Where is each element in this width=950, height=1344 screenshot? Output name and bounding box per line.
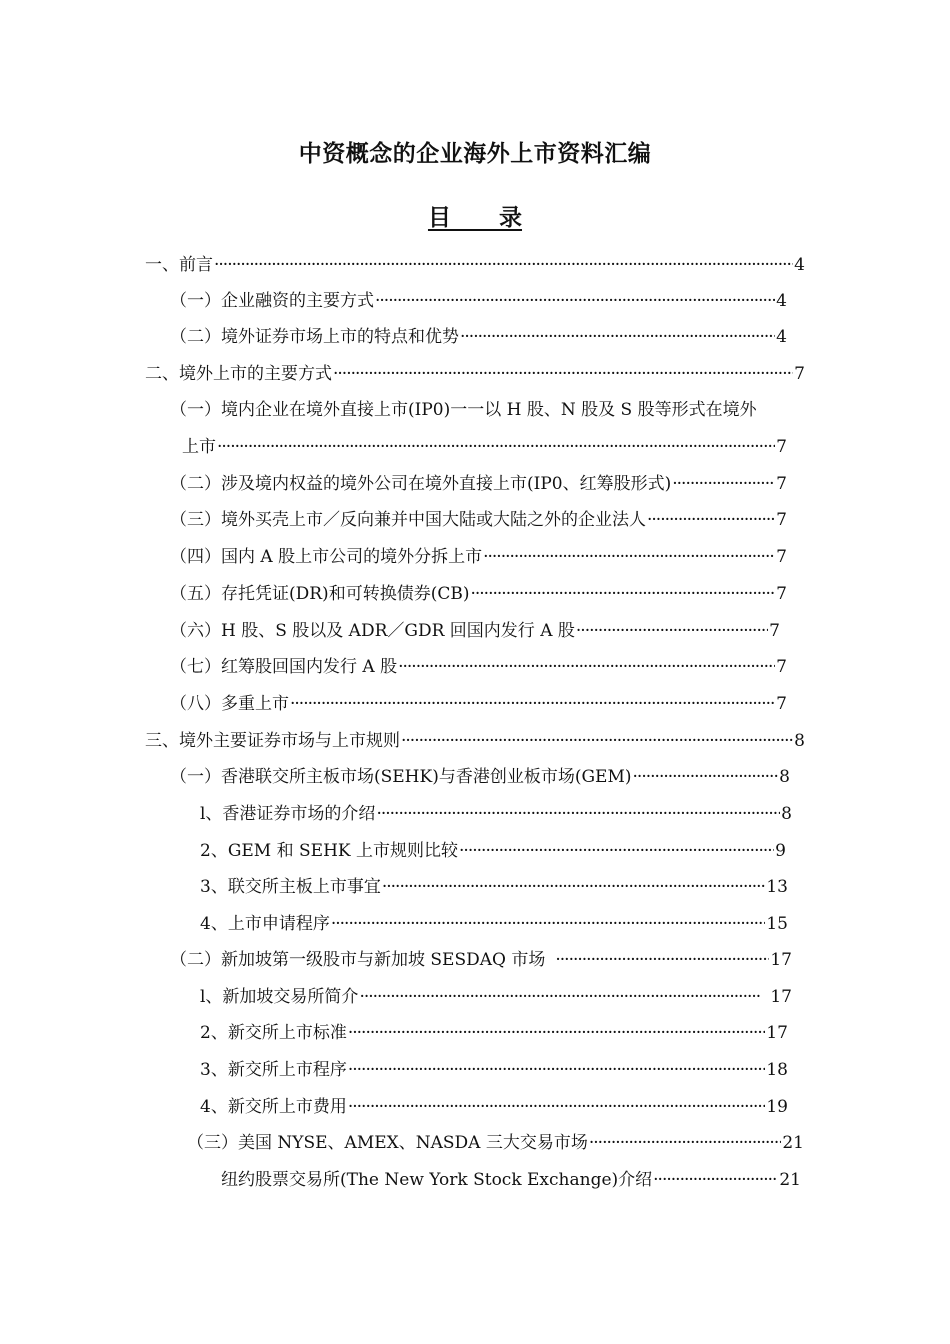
toc-heading [0,199,950,232]
toc-entry[interactable] [170,692,787,716]
toc-leader-dots [576,619,768,643]
toc-entry[interactable] [145,253,805,277]
toc-leader-dots [483,545,775,569]
toc-leader-dots [672,472,775,496]
toc-entry-page: 18 [766,1060,788,1080]
toc-leader-dots [401,729,793,753]
toc-leader-dots [290,692,775,716]
toc-entry[interactable] [170,472,787,496]
toc-entry-page: 8 [779,767,790,787]
toc-entry-page: 15 [766,914,788,934]
toc-entry-page: 7 [769,621,780,641]
toc-entry-label: （一）香港联交所主板市场(SEHK)与香港创业板市场(GEM) [170,767,632,787]
toc-entry-label: 4、新交所上市费用 [200,1097,347,1117]
toc-entry[interactable] [170,619,780,643]
toc-entry-label: （二）境外证券市场上市的特点和优势 [170,327,459,347]
toc-leader-dots [333,362,793,386]
toc-leader-dots [647,508,775,532]
toc-leader-dots [376,802,780,826]
toc-entry-label: 4、上市申请程序 [200,914,330,934]
toc-heading-text: 目 录 [427,204,523,231]
toc-entry[interactable] [221,1168,801,1192]
toc-leader-dots [214,253,793,277]
toc-leader-dots [459,839,774,863]
toc-entry-page: 21 [779,1170,801,1190]
toc-entry-label: 三、境外主要证券市场与上市规则 [145,731,400,751]
toc-entry[interactable] [187,1131,804,1155]
toc-entry[interactable] [170,765,790,789]
toc-entry[interactable] [170,655,787,679]
toc-leader-dots [217,435,775,459]
toc-entry-page: 7 [776,694,787,714]
toc-entry-label: 2、新交所上市标准 [200,1023,347,1043]
toc-entry-page: 17 [770,987,792,1007]
toc-leader-dots [653,1168,778,1192]
toc-entry[interactable] [200,839,786,863]
toc-entry-label: （四）国内 A 股上市公司的境外分拆上市 [170,547,483,567]
toc-entry[interactable] [200,875,788,899]
toc-entry-page: 4 [776,291,787,311]
toc-entry-label: 纽约股票交易所(The New York Stock Exchange)介绍 [221,1170,653,1190]
toc-leader-dots [331,912,766,936]
toc-entry-page: 4 [776,327,787,347]
toc-entry[interactable] [200,1095,788,1119]
toc-leader-dots [470,582,775,606]
toc-entry-label: 上市 [182,437,216,457]
toc-entry-label: （六）H 股、S 股以及 ADR／GDR 回国内发行 A 股 [170,621,575,641]
document-title: 中资概念的企业海外上市资料汇编 [298,140,652,167]
toc-entry[interactable] [200,1058,788,1082]
toc-entry[interactable] [200,1021,788,1045]
toc-leader-dots [460,325,775,349]
toc-entry[interactable] [182,435,787,459]
toc-entry-label: （三）境外买壳上市／反向兼并中国大陆或大陆之外的企业法人 [170,510,646,530]
toc-entry-label: （七）红筹股回国内发行 A 股 [170,657,398,677]
toc-entry-label: 3、联交所主板上市事宜 [200,877,381,897]
toc-entry-label: （三）美国 NYSE、AMEX、NASDA 三大交易市场 [187,1133,588,1153]
toc-leader-dots [348,1058,766,1082]
toc-entry-page: 21 [782,1133,804,1153]
toc-entry[interactable] [200,912,788,936]
toc-entry-page: 7 [776,474,787,494]
toc-entry-label: l、新加坡交易所简介 [200,987,359,1007]
toc-entry-label: 二、境外上市的主要方式 [145,364,332,384]
toc-entry[interactable] [170,289,787,313]
toc-entry-page: 7 [794,364,805,384]
toc-entry-label: （八）多重上市 [170,694,289,714]
toc-leader-dots [348,1021,766,1045]
toc-entry-page: 7 [776,657,787,677]
toc-entry[interactable] [170,545,787,569]
toc-entry-page: 7 [776,547,787,567]
toc-entry-page: 7 [776,584,787,604]
toc-entry-page: 8 [781,804,792,824]
toc-leader-dots [633,765,779,789]
toc-entry-label: l、香港证券市场的介绍 [200,804,376,824]
toc-entry[interactable] [170,582,787,606]
toc-leader-dots [555,948,769,972]
toc-entry-label: （五）存托凭证(DR)和可转换债券(CB) [170,584,470,604]
toc-entry-page: 7 [776,437,787,457]
toc-entry-page: 8 [794,731,805,751]
toc-entry[interactable] [145,362,805,386]
toc-entry-label: （一）企业融资的主要方式 [170,291,374,311]
toc-entry-wrapped-first-line[interactable]: （一）境内企业在境外直接上市(IP0)一一以 H 股、N 股及 S 股等形式在境外 [170,400,757,420]
toc-leader-dots [348,1095,766,1119]
toc-entry-page: 13 [766,877,788,897]
toc-entry[interactable] [200,985,792,1009]
toc-entry-page: 17 [766,1023,788,1043]
toc-leader-dots [359,985,760,1009]
toc-entry-page: 4 [794,255,805,275]
toc-leader-dots [375,289,775,313]
toc-entry[interactable] [170,948,792,972]
toc-entry[interactable] [200,802,792,826]
toc-entry-page: 9 [775,841,786,861]
toc-entry[interactable] [170,508,787,532]
toc-leader-dots [382,875,766,899]
toc-entry[interactable] [145,729,805,753]
toc-leader-dots [398,655,775,679]
toc-entry[interactable] [170,325,787,349]
toc-entry-label: 2、GEM 和 SEHK 上市规则比较 [200,841,459,861]
toc-entry-page: 19 [766,1097,788,1117]
toc-entry-label: （二）涉及境内权益的境外公司在境外直接上市(IP0、红筹股形式) [170,474,672,494]
toc-entry-label: 3、新交所上市程序 [200,1060,347,1080]
toc-entry-label: （二）新加坡第一级股市与新加坡 SESDAQ 市场 [170,950,546,970]
toc-entry-page: 7 [776,510,787,530]
toc-entry-page: 17 [770,950,792,970]
toc-leader-dots [589,1131,781,1155]
toc-entry-label: 一、前言 [145,255,213,275]
